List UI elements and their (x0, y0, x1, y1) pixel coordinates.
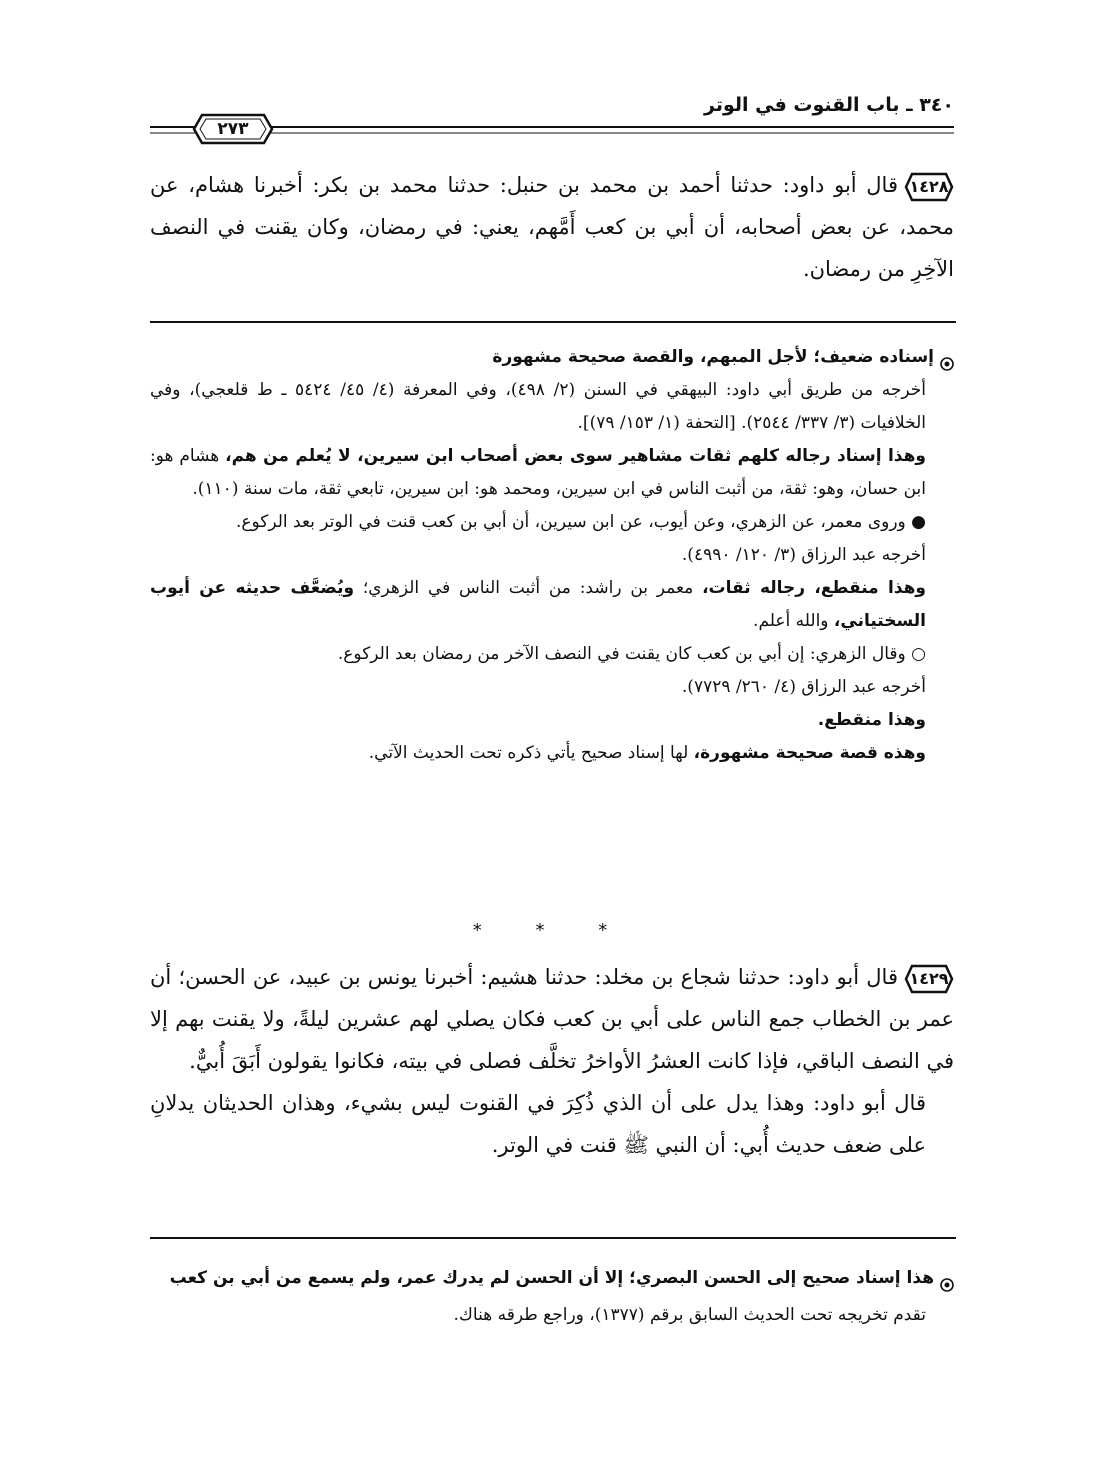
note-paragraph: ○ وقال الزهري: إن أبي بن كعب كان يقنت في النصف الآخر من رمضان بعد الركوع. (337, 644, 926, 664)
chapter-title: ٣٤٠ ـ باب القنوت في الوتر (704, 94, 954, 116)
hadith-commentary: قال أبو داود: وهذا يدل على أن الذي ذُكِرَ في القنوت ليس بشيء، وهذان الحديثان يدلانِ على ضعف حديث أُبي: أن النبي ﷺ قنت في الوتر. (150, 1091, 926, 1157)
hadith-number-badge (904, 172, 954, 202)
section-separator-stars: * * * (472, 920, 632, 941)
note-text: لها إسناد صحيح يأتي ذكره تحت الحديث الآتي. (368, 743, 694, 763)
grade-heading: هذا إسناد صحيح إلى الحسن البصري؛ إلا أن الحسن لم يدرك عمر، ولم يسمع من أبي بن كعب (169, 1268, 934, 1288)
grade-heading: إسناده ضعيف؛ لأجل المبهم، والقصة صحيحة مشهورة (492, 347, 934, 367)
hadith-1428 (150, 164, 954, 290)
note-paragraph: أخرجه عبد الرزاق (٤/ ٢٦٠/ ٧٧٢٩). (681, 677, 926, 697)
note-paragraph (150, 737, 954, 770)
note-paragraph: ● وروى معمر، عن الزهري، وعن أيوب، عن ابن سيرين، أن أبي بن كعب قنت في الوتر بعد الركوع. (235, 512, 926, 532)
medal-icon (940, 1271, 954, 1285)
note-paragraph: أخرجه عبد الرزاق (٣/ ١٢٠/ ٤٩٩٠). (681, 545, 926, 565)
takhrij-note-2 (150, 1262, 954, 1332)
hadith-1429 (150, 956, 954, 1166)
hadith-text: قال أبو داود: حدثنا شجاع بن مخلد: حدثنا هشيم: أخبرنا يونس بن عبيد، عن الحسن؛ أن عمر بن الخطاب جمع الناس على أبي بن كعب فكان يصلي لهم عشرين ليلةً، ولا يقنت بهم إلا في النصف الباقي، فإذا كانت العشرُ الأواخرُ تخلَّف فصلى في بيته، فكانوا يقولون أَبَقَ أُبيٌّ. (150, 965, 954, 1073)
bold-ruling: ويُضعَّف حديثه عن أيوب السختياني، (150, 578, 926, 631)
note-text: هشام هو: ابن حسان، وهو: ثقة، من أثبت الناس في ابن سيرين، ومحمد هو: ابن سيرين، تابعي ثقة، مات سنة (١١٠). (150, 446, 926, 499)
page-number: ٢٧٣ (217, 119, 249, 139)
note-paragraph: تقدم تخريجه تحت الحديث السابق برقم (١٣٧٧)، وراجع طرقه هناك. (453, 1305, 926, 1325)
bold-ruling: وهذا منقطع، رجاله ثقات، (702, 578, 926, 598)
footnote-rule (150, 1237, 956, 1239)
takhrij-note-1 (150, 341, 954, 770)
medal-icon (940, 350, 954, 364)
hadith-number: ١٤٢٩ (909, 968, 949, 988)
note-paragraph (150, 572, 954, 638)
hadith-number-badge (904, 964, 954, 994)
bold-ruling: وهذه قصة صحيحة مشهورة، (693, 743, 926, 763)
hadith-text: قال أبو داود: حدثنا أحمد بن محمد بن حنبل: حدثنا محمد بن بكر: أخبرنا هشام، عن محمد، عن بعض أصحابه، أن أبي بن كعب أَمَّهم، يعني: في رمضان، وكان يقنت في النصف الآخِرِ من رمضان. (150, 173, 954, 281)
note-paragraph (150, 440, 954, 506)
note-paragraph: أخرجه من طريق أبي داود: البيهقي في السنن (٢/ ٤٩٨)، وفي المعرفة (٤/ ٤٥/ ٥٤٢٤ ـ ط قلعجي)، وفي الخلافيات (٣/ ٣٣٧/ ٢٥٤٤). [التحفة (١/ ١٥٣/ ٧٩)]. (150, 380, 927, 433)
note-text: معمر بن راشد: من أثبت الناس في الزهري؛ (354, 578, 703, 598)
note-paragraph: وهذا منقطع. (817, 710, 926, 730)
page-number-badge (192, 113, 274, 145)
bold-ruling: وهذا إسناد رجاله كلهم ثقات مشاهير سوى بعض أصحاب ابن سيرين، لا يُعلم من هم، (225, 446, 926, 466)
footnote-rule (150, 321, 956, 323)
hadith-number: ١٤٢٨ (909, 176, 949, 196)
note-text: والله أعلم. (753, 611, 834, 631)
